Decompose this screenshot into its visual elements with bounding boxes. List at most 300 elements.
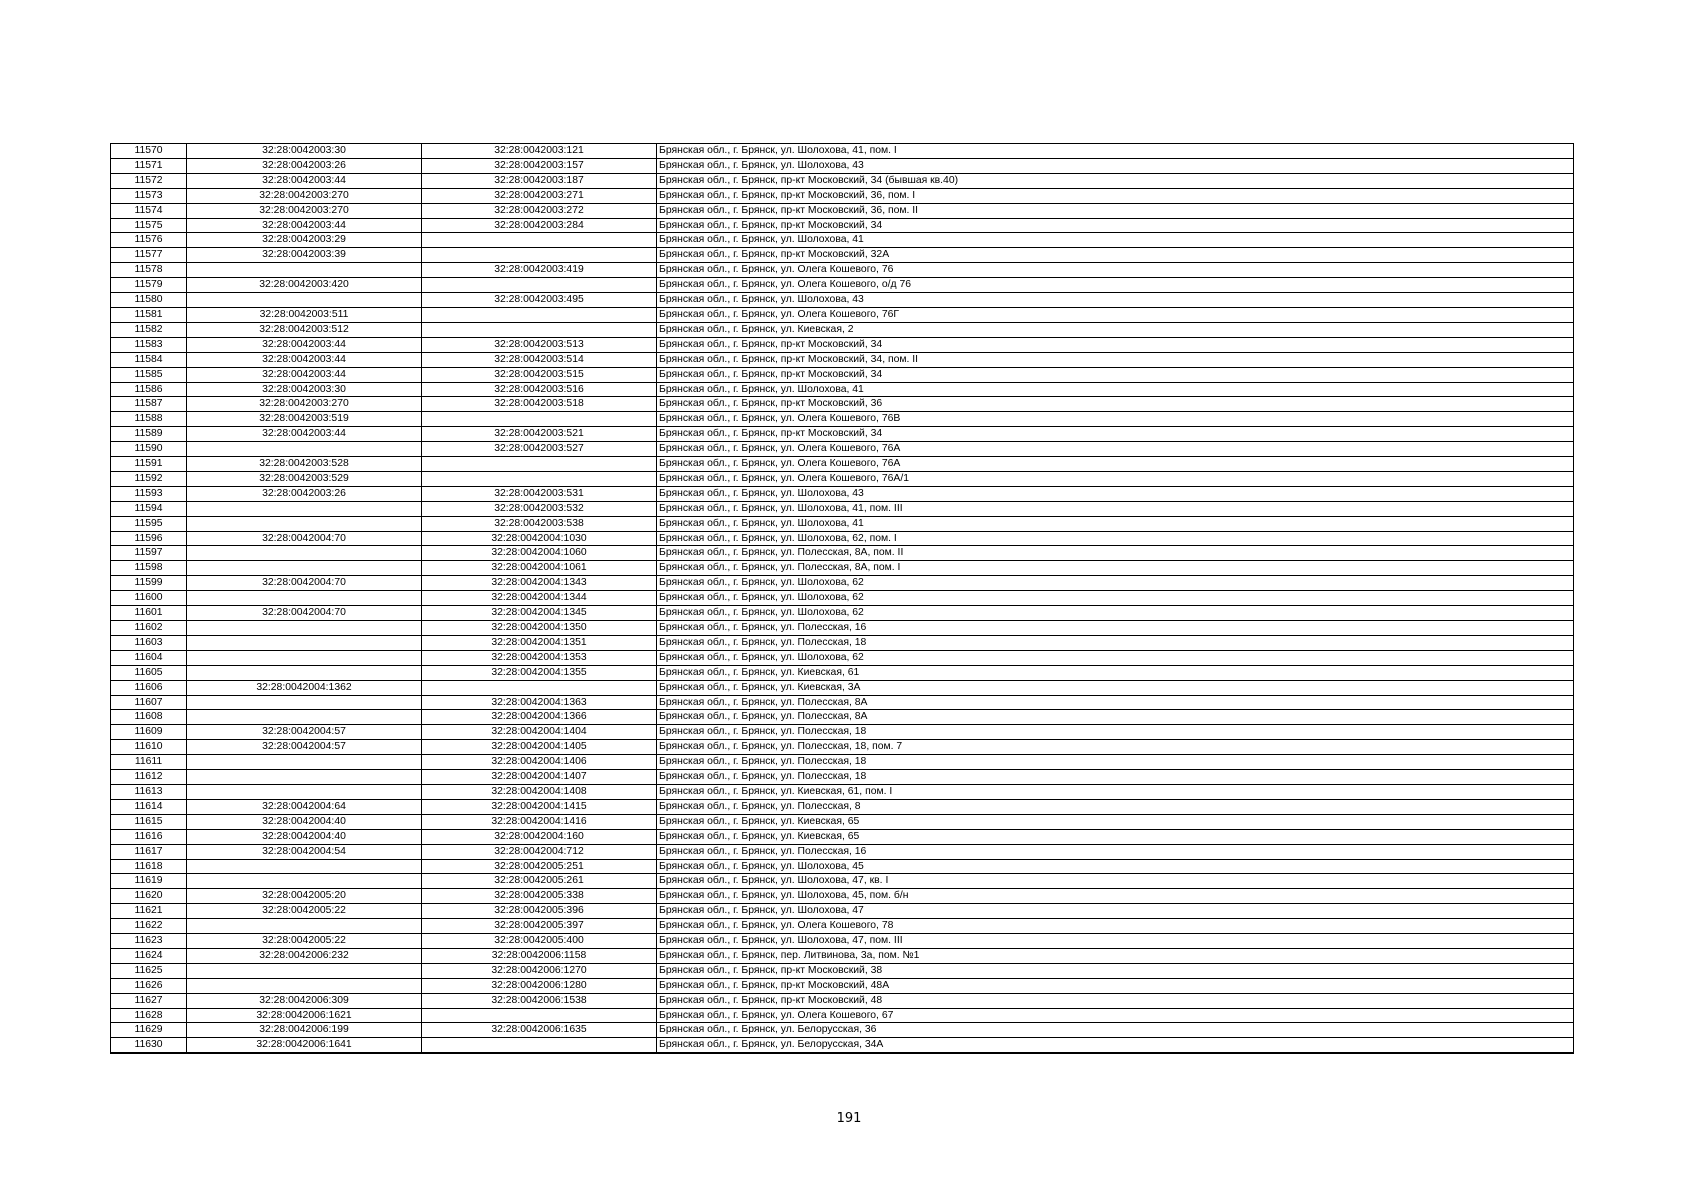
row-number-cell: 11619	[111, 874, 187, 889]
row-number-cell: 11583	[111, 337, 187, 352]
object-cadastral-number-cell	[422, 278, 657, 293]
row-number-cell: 11596	[111, 531, 187, 546]
address-cell: Брянская обл., г. Брянск, ул. Полесская, 16	[657, 844, 1574, 859]
table-row	[111, 859, 1574, 874]
table-row	[111, 382, 1574, 397]
land-cadastral-number-cell: 32:28:0042003:270	[187, 203, 422, 218]
row-number-cell: 11588	[111, 412, 187, 427]
land-cadastral-number-cell: 32:28:0042006:1621	[187, 1008, 422, 1023]
object-cadastral-number-cell: 32:28:0042003:271	[422, 188, 657, 203]
row-number-cell: 11626	[111, 978, 187, 993]
address-cell: Брянская обл., г. Брянск, пер. Литвинова, 3а, пом. №1	[657, 948, 1574, 963]
row-number-cell: 11598	[111, 561, 187, 576]
row-number-cell: 11617	[111, 844, 187, 859]
table-row	[111, 978, 1574, 993]
land-cadastral-number-cell: 32:28:0042003:44	[187, 427, 422, 442]
address-cell: Брянская обл., г. Брянск, ул. Шолохова, 43	[657, 486, 1574, 501]
address-cell: Брянская обл., г. Брянск, ул. Шолохова, 41	[657, 233, 1574, 248]
land-cadastral-number-cell: 32:28:0042006:199	[187, 1023, 422, 1038]
address-cell: Брянская обл., г. Брянск, ул. Шолохова, 62, пом. I	[657, 531, 1574, 546]
land-cadastral-number-cell: 32:28:0042003:30	[187, 382, 422, 397]
land-cadastral-number-cell	[187, 442, 422, 457]
land-cadastral-number-cell: 32:28:0042003:44	[187, 352, 422, 367]
address-cell: Брянская обл., г. Брянск, ул. Полесская, 16	[657, 621, 1574, 636]
row-number-cell: 11604	[111, 650, 187, 665]
object-cadastral-number-cell: 32:28:0042003:527	[422, 442, 657, 457]
table-row	[111, 1038, 1574, 1053]
land-cadastral-number-cell: 32:28:0042004:57	[187, 740, 422, 755]
object-cadastral-number-cell: 32:28:0042004:1353	[422, 650, 657, 665]
address-cell: Брянская обл., г. Брянск, ул. Шолохова, 41	[657, 516, 1574, 531]
object-cadastral-number-cell	[422, 233, 657, 248]
object-cadastral-number-cell: 32:28:0042004:1407	[422, 770, 657, 785]
row-number-cell: 11578	[111, 263, 187, 278]
address-cell: Брянская обл., г. Брянск, пр-кт Московский, 48А	[657, 978, 1574, 993]
row-number-cell: 11612	[111, 770, 187, 785]
table-row	[111, 516, 1574, 531]
table-row	[111, 755, 1574, 770]
address-cell: Брянская обл., г. Брянск, ул. Олега Кошевого, 67	[657, 1008, 1574, 1023]
address-cell: Брянская обл., г. Брянск, ул. Шолохова, 47, пом. III	[657, 934, 1574, 949]
object-cadastral-number-cell: 32:28:0042003:187	[422, 173, 657, 188]
object-cadastral-number-cell: 32:28:0042004:1363	[422, 695, 657, 710]
land-cadastral-number-cell: 32:28:0042004:40	[187, 814, 422, 829]
row-number-cell: 11602	[111, 621, 187, 636]
land-cadastral-number-cell	[187, 695, 422, 710]
row-number-cell: 11572	[111, 173, 187, 188]
table-row	[111, 144, 1574, 159]
object-cadastral-number-cell: 32:28:0042003:419	[422, 263, 657, 278]
table-row	[111, 203, 1574, 218]
land-cadastral-number-cell	[187, 665, 422, 680]
land-cadastral-number-cell: 32:28:0042004:70	[187, 606, 422, 621]
address-cell: Брянская обл., г. Брянск, пр-кт Московский, 34 (бывшая кв.40)	[657, 173, 1574, 188]
table-row	[111, 919, 1574, 934]
row-number-cell: 11570	[111, 144, 187, 159]
land-cadastral-number-cell	[187, 591, 422, 606]
address-cell: Брянская обл., г. Брянск, ул. Полесская, 18, пом. 7	[657, 740, 1574, 755]
table-row	[111, 770, 1574, 785]
land-cadastral-number-cell: 32:28:0042004:57	[187, 725, 422, 740]
address-cell: Брянская обл., г. Брянск, ул. Шолохова, 43	[657, 293, 1574, 308]
address-cell: Брянская обл., г. Брянск, ул. Шолохова, 62	[657, 576, 1574, 591]
object-cadastral-number-cell: 32:28:0042004:1344	[422, 591, 657, 606]
row-number-cell: 11586	[111, 382, 187, 397]
row-number-cell: 11610	[111, 740, 187, 755]
land-cadastral-number-cell: 32:28:0042003:44	[187, 218, 422, 233]
land-cadastral-number-cell	[187, 963, 422, 978]
address-cell: Брянская обл., г. Брянск, ул. Полесская, 18	[657, 770, 1574, 785]
object-cadastral-number-cell: 32:28:0042003:532	[422, 501, 657, 516]
object-cadastral-number-cell: 32:28:0042004:1343	[422, 576, 657, 591]
object-cadastral-number-cell: 32:28:0042004:1060	[422, 546, 657, 561]
address-cell: Брянская обл., г. Брянск, ул. Олега Кошевого, о/д 76	[657, 278, 1574, 293]
address-cell: Брянская обл., г. Брянск, ул. Белорусская, 34А	[657, 1038, 1574, 1053]
object-cadastral-number-cell: 32:28:0042003:521	[422, 427, 657, 442]
row-number-cell: 11599	[111, 576, 187, 591]
object-cadastral-number-cell: 32:28:0042006:1538	[422, 993, 657, 1008]
row-number-cell: 11621	[111, 904, 187, 919]
row-number-cell: 11616	[111, 829, 187, 844]
address-cell: Брянская обл., г. Брянск, ул. Шолохова, 47	[657, 904, 1574, 919]
row-number-cell: 11629	[111, 1023, 187, 1038]
land-cadastral-number-cell: 32:28:0042003:519	[187, 412, 422, 427]
table-row	[111, 1023, 1574, 1038]
address-cell: Брянская обл., г. Брянск, ул. Шолохова, 62	[657, 591, 1574, 606]
land-cadastral-number-cell	[187, 516, 422, 531]
land-cadastral-number-cell: 32:28:0042003:528	[187, 457, 422, 472]
land-cadastral-number-cell: 32:28:0042006:232	[187, 948, 422, 963]
address-cell: Брянская обл., г. Брянск, пр-кт Московский, 34	[657, 367, 1574, 382]
row-number-cell: 11593	[111, 486, 187, 501]
row-number-cell: 11607	[111, 695, 187, 710]
object-cadastral-number-cell	[422, 307, 657, 322]
land-cadastral-number-cell: 32:28:0042003:44	[187, 173, 422, 188]
address-cell: Брянская обл., г. Брянск, ул. Шолохова, 41, пом. III	[657, 501, 1574, 516]
table-row	[111, 829, 1574, 844]
land-cadastral-number-cell	[187, 293, 422, 308]
object-cadastral-number-cell: 32:28:0042005:251	[422, 859, 657, 874]
row-number-cell: 11615	[111, 814, 187, 829]
land-cadastral-number-cell: 32:28:0042005:22	[187, 934, 422, 949]
row-number-cell: 11623	[111, 934, 187, 949]
address-cell: Брянская обл., г. Брянск, ул. Шолохова, 45, пом. б/н	[657, 889, 1574, 904]
table-row	[111, 993, 1574, 1008]
table-row	[111, 457, 1574, 472]
row-number-cell: 11595	[111, 516, 187, 531]
land-cadastral-number-cell: 32:28:0042003:26	[187, 486, 422, 501]
address-cell: Брянская обл., г. Брянск, ул. Полесская, 8А	[657, 710, 1574, 725]
table-row	[111, 442, 1574, 457]
row-number-cell: 11605	[111, 665, 187, 680]
table-row	[111, 591, 1574, 606]
table-row	[111, 799, 1574, 814]
object-cadastral-number-cell: 32:28:0042004:1408	[422, 784, 657, 799]
object-cadastral-number-cell: 32:28:0042005:338	[422, 889, 657, 904]
object-cadastral-number-cell	[422, 680, 657, 695]
address-cell: Брянская обл., г. Брянск, пр-кт Московский, 36, пом. I	[657, 188, 1574, 203]
registry-table	[110, 143, 1574, 1054]
object-cadastral-number-cell: 32:28:0042003:121	[422, 144, 657, 159]
row-number-cell: 11608	[111, 710, 187, 725]
row-number-cell: 11630	[111, 1038, 187, 1053]
registry-table-body	[111, 144, 1574, 1054]
object-cadastral-number-cell: 32:28:0042003:538	[422, 516, 657, 531]
table-row	[111, 561, 1574, 576]
table-row	[111, 621, 1574, 636]
object-cadastral-number-cell: 32:28:0042003:516	[422, 382, 657, 397]
row-number-cell: 11594	[111, 501, 187, 516]
table-row	[111, 784, 1574, 799]
land-cadastral-number-cell	[187, 784, 422, 799]
object-cadastral-number-cell	[422, 1008, 657, 1023]
table-row	[111, 546, 1574, 561]
object-cadastral-number-cell: 32:28:0042005:261	[422, 874, 657, 889]
object-cadastral-number-cell: 32:28:0042004:1416	[422, 814, 657, 829]
table-row	[111, 486, 1574, 501]
object-cadastral-number-cell: 32:28:0042004:1351	[422, 635, 657, 650]
address-cell: Брянская обл., г. Брянск, ул. Киевская, 61, пом. I	[657, 784, 1574, 799]
object-cadastral-number-cell: 32:28:0042003:157	[422, 158, 657, 173]
row-number-cell: 11571	[111, 158, 187, 173]
table-row	[111, 218, 1574, 233]
table-row	[111, 680, 1574, 695]
object-cadastral-number-cell: 32:28:0042004:1406	[422, 755, 657, 770]
address-cell: Брянская обл., г. Брянск, пр-кт Московский, 34	[657, 218, 1574, 233]
address-cell: Брянская обл., г. Брянск, ул. Шолохова, 41	[657, 382, 1574, 397]
land-cadastral-number-cell: 32:28:0042003:29	[187, 233, 422, 248]
table-row	[111, 248, 1574, 263]
table-row	[111, 695, 1574, 710]
land-cadastral-number-cell: 32:28:0042003:44	[187, 367, 422, 382]
table-row	[111, 844, 1574, 859]
row-number-cell: 11585	[111, 367, 187, 382]
land-cadastral-number-cell: 32:28:0042004:70	[187, 576, 422, 591]
object-cadastral-number-cell	[422, 471, 657, 486]
row-number-cell: 11628	[111, 1008, 187, 1023]
object-cadastral-number-cell: 32:28:0042004:1366	[422, 710, 657, 725]
row-number-cell: 11575	[111, 218, 187, 233]
land-cadastral-number-cell	[187, 710, 422, 725]
row-number-cell: 11597	[111, 546, 187, 561]
land-cadastral-number-cell	[187, 263, 422, 278]
land-cadastral-number-cell: 32:28:0042003:270	[187, 397, 422, 412]
address-cell: Брянская обл., г. Брянск, пр-кт Московский, 48	[657, 993, 1574, 1008]
land-cadastral-number-cell	[187, 546, 422, 561]
address-cell: Брянская обл., г. Брянск, пр-кт Московский, 34	[657, 337, 1574, 352]
row-number-cell: 11580	[111, 293, 187, 308]
address-cell: Брянская обл., г. Брянск, пр-кт Московский, 36, пом. II	[657, 203, 1574, 218]
land-cadastral-number-cell	[187, 755, 422, 770]
row-number-cell: 11584	[111, 352, 187, 367]
row-number-cell: 11606	[111, 680, 187, 695]
object-cadastral-number-cell: 32:28:0042003:514	[422, 352, 657, 367]
land-cadastral-number-cell: 32:28:0042003:26	[187, 158, 422, 173]
land-cadastral-number-cell: 32:28:0042003:39	[187, 248, 422, 263]
address-cell: Брянская обл., г. Брянск, ул. Полесская, 18	[657, 755, 1574, 770]
object-cadastral-number-cell: 32:28:0042004:1355	[422, 665, 657, 680]
address-cell: Брянская обл., г. Брянск, ул. Полесская, 8А	[657, 695, 1574, 710]
row-number-cell: 11576	[111, 233, 187, 248]
land-cadastral-number-cell	[187, 621, 422, 636]
land-cadastral-number-cell: 32:28:0042003:420	[187, 278, 422, 293]
row-number-cell: 11601	[111, 606, 187, 621]
row-number-cell: 11579	[111, 278, 187, 293]
row-number-cell: 11624	[111, 948, 187, 963]
address-cell: Брянская обл., г. Брянск, ул. Олега Кошевого, 76В	[657, 412, 1574, 427]
row-number-cell: 11613	[111, 784, 187, 799]
address-cell: Брянская обл., г. Брянск, ул. Олега Кошевого, 76А/1	[657, 471, 1574, 486]
table-row	[111, 904, 1574, 919]
row-number-cell: 11590	[111, 442, 187, 457]
table-row	[111, 233, 1574, 248]
address-cell: Брянская обл., г. Брянск, ул. Киевская, 65	[657, 814, 1574, 829]
address-cell: Брянская обл., г. Брянск, ул. Полесская, 18	[657, 725, 1574, 740]
row-number-cell: 11591	[111, 457, 187, 472]
row-number-cell: 11582	[111, 322, 187, 337]
land-cadastral-number-cell	[187, 770, 422, 785]
address-cell: Брянская обл., г. Брянск, пр-кт Московский, 34	[657, 427, 1574, 442]
row-number-cell: 11614	[111, 799, 187, 814]
land-cadastral-number-cell: 32:28:0042003:512	[187, 322, 422, 337]
table-row	[111, 1008, 1574, 1023]
table-row	[111, 874, 1574, 889]
address-cell: Брянская обл., г. Брянск, пр-кт Московский, 34, пом. II	[657, 352, 1574, 367]
row-number-cell: 11573	[111, 188, 187, 203]
table-row	[111, 725, 1574, 740]
row-number-cell: 11620	[111, 889, 187, 904]
table-row	[111, 397, 1574, 412]
row-number-cell: 11574	[111, 203, 187, 218]
address-cell: Брянская обл., г. Брянск, ул. Олега Кошевого, 76А	[657, 442, 1574, 457]
address-cell: Брянская обл., г. Брянск, пр-кт Московский, 38	[657, 963, 1574, 978]
table-row	[111, 576, 1574, 591]
table-row	[111, 352, 1574, 367]
object-cadastral-number-cell	[422, 322, 657, 337]
land-cadastral-number-cell: 32:28:0042003:44	[187, 337, 422, 352]
land-cadastral-number-cell: 32:28:0042003:529	[187, 471, 422, 486]
land-cadastral-number-cell	[187, 859, 422, 874]
land-cadastral-number-cell: 32:28:0042006:1641	[187, 1038, 422, 1053]
table-row	[111, 293, 1574, 308]
row-number-cell: 11589	[111, 427, 187, 442]
table-row	[111, 158, 1574, 173]
object-cadastral-number-cell	[422, 248, 657, 263]
table-row	[111, 635, 1574, 650]
table-row	[111, 188, 1574, 203]
object-cadastral-number-cell: 32:28:0042004:1350	[422, 621, 657, 636]
address-cell: Брянская обл., г. Брянск, ул. Шолохова, 62	[657, 606, 1574, 621]
object-cadastral-number-cell: 32:28:0042006:1280	[422, 978, 657, 993]
address-cell: Брянская обл., г. Брянск, ул. Белорусская, 36	[657, 1023, 1574, 1038]
table-row	[111, 278, 1574, 293]
row-number-cell: 11581	[111, 307, 187, 322]
object-cadastral-number-cell: 32:28:0042004:1415	[422, 799, 657, 814]
land-cadastral-number-cell: 32:28:0042005:22	[187, 904, 422, 919]
address-cell: Брянская обл., г. Брянск, ул. Полесская, 8	[657, 799, 1574, 814]
address-cell: Брянская обл., г. Брянск, ул. Полесская, 18	[657, 635, 1574, 650]
address-cell: Брянская обл., г. Брянск, ул. Киевская, 61	[657, 665, 1574, 680]
land-cadastral-number-cell	[187, 650, 422, 665]
address-cell: Брянская обл., г. Брянск, ул. Киевская, 3А	[657, 680, 1574, 695]
land-cadastral-number-cell	[187, 561, 422, 576]
table-row	[111, 665, 1574, 680]
address-cell: Брянская обл., г. Брянск, ул. Киевская, 65	[657, 829, 1574, 844]
land-cadastral-number-cell	[187, 635, 422, 650]
land-cadastral-number-cell: 32:28:0042005:20	[187, 889, 422, 904]
object-cadastral-number-cell: 32:28:0042004:1061	[422, 561, 657, 576]
table-row	[111, 889, 1574, 904]
row-number-cell: 11592	[111, 471, 187, 486]
object-cadastral-number-cell: 32:28:0042003:515	[422, 367, 657, 382]
row-number-cell: 11627	[111, 993, 187, 1008]
land-cadastral-number-cell: 32:28:0042003:270	[187, 188, 422, 203]
row-number-cell: 11611	[111, 755, 187, 770]
object-cadastral-number-cell: 32:28:0042006:1158	[422, 948, 657, 963]
land-cadastral-number-cell: 32:28:0042004:40	[187, 829, 422, 844]
table-row	[111, 606, 1574, 621]
address-cell: Брянская обл., г. Брянск, ул. Олега Кошевого, 76А	[657, 457, 1574, 472]
row-number-cell: 11618	[111, 859, 187, 874]
table-row	[111, 963, 1574, 978]
table-row	[111, 471, 1574, 486]
object-cadastral-number-cell	[422, 457, 657, 472]
object-cadastral-number-cell: 32:28:0042003:284	[422, 218, 657, 233]
row-number-cell: 11603	[111, 635, 187, 650]
object-cadastral-number-cell: 32:28:0042004:1030	[422, 531, 657, 546]
table-row	[111, 948, 1574, 963]
address-cell: Брянская обл., г. Брянск, ул. Киевская, 2	[657, 322, 1574, 337]
object-cadastral-number-cell	[422, 1038, 657, 1053]
land-cadastral-number-cell: 32:28:0042004:70	[187, 531, 422, 546]
table-row	[111, 322, 1574, 337]
address-cell: Брянская обл., г. Брянск, ул. Олега Кошевого, 76Г	[657, 307, 1574, 322]
table-row	[111, 740, 1574, 755]
address-cell: Брянская обл., г. Брянск, ул. Шолохова, 43	[657, 158, 1574, 173]
table-row	[111, 412, 1574, 427]
object-cadastral-number-cell: 32:28:0042005:397	[422, 919, 657, 934]
object-cadastral-number-cell: 32:28:0042005:400	[422, 934, 657, 949]
address-cell: Брянская обл., г. Брянск, ул. Шолохова, 41, пом. I	[657, 144, 1574, 159]
table-row	[111, 427, 1574, 442]
table-row	[111, 934, 1574, 949]
table-row	[111, 337, 1574, 352]
row-number-cell: 11609	[111, 725, 187, 740]
address-cell: Брянская обл., г. Брянск, ул. Олега Кошевого, 78	[657, 919, 1574, 934]
table-row	[111, 814, 1574, 829]
table-row	[111, 501, 1574, 516]
object-cadastral-number-cell: 32:28:0042004:1345	[422, 606, 657, 621]
address-cell: Брянская обл., г. Брянск, ул. Шолохова, 62	[657, 650, 1574, 665]
object-cadastral-number-cell: 32:28:0042003:495	[422, 293, 657, 308]
table-row	[111, 531, 1574, 546]
table-row	[111, 263, 1574, 278]
page-number: 191	[836, 1111, 862, 1126]
land-cadastral-number-cell	[187, 919, 422, 934]
land-cadastral-number-cell	[187, 501, 422, 516]
row-number-cell: 11622	[111, 919, 187, 934]
land-cadastral-number-cell	[187, 978, 422, 993]
land-cadastral-number-cell: 32:28:0042006:309	[187, 993, 422, 1008]
table-row	[111, 650, 1574, 665]
address-cell: Брянская обл., г. Брянск, ул. Олега Кошевого, 76	[657, 263, 1574, 278]
object-cadastral-number-cell: 32:28:0042003:531	[422, 486, 657, 501]
table-row	[111, 367, 1574, 382]
address-cell: Брянская обл., г. Брянск, ул. Полесская, 8А, пом. II	[657, 546, 1574, 561]
object-cadastral-number-cell: 32:28:0042003:518	[422, 397, 657, 412]
land-cadastral-number-cell: 32:28:0042004:54	[187, 844, 422, 859]
object-cadastral-number-cell: 32:28:0042006:1635	[422, 1023, 657, 1038]
object-cadastral-number-cell: 32:28:0042005:396	[422, 904, 657, 919]
object-cadastral-number-cell: 32:28:0042006:1270	[422, 963, 657, 978]
object-cadastral-number-cell	[422, 412, 657, 427]
address-cell: Брянская обл., г. Брянск, пр-кт Московский, 32А	[657, 248, 1574, 263]
object-cadastral-number-cell: 32:28:0042004:712	[422, 844, 657, 859]
land-cadastral-number-cell	[187, 874, 422, 889]
address-cell: Брянская обл., г. Брянск, пр-кт Московский, 36	[657, 397, 1574, 412]
object-cadastral-number-cell: 32:28:0042004:160	[422, 829, 657, 844]
object-cadastral-number-cell: 32:28:0042003:513	[422, 337, 657, 352]
address-cell: Брянская обл., г. Брянск, ул. Шолохова, 45	[657, 859, 1574, 874]
row-number-cell: 11587	[111, 397, 187, 412]
row-number-cell: 11600	[111, 591, 187, 606]
land-cadastral-number-cell: 32:28:0042004:64	[187, 799, 422, 814]
object-cadastral-number-cell: 32:28:0042004:1405	[422, 740, 657, 755]
table-row	[111, 710, 1574, 725]
row-number-cell: 11577	[111, 248, 187, 263]
row-number-cell: 11625	[111, 963, 187, 978]
object-cadastral-number-cell: 32:28:0042003:272	[422, 203, 657, 218]
